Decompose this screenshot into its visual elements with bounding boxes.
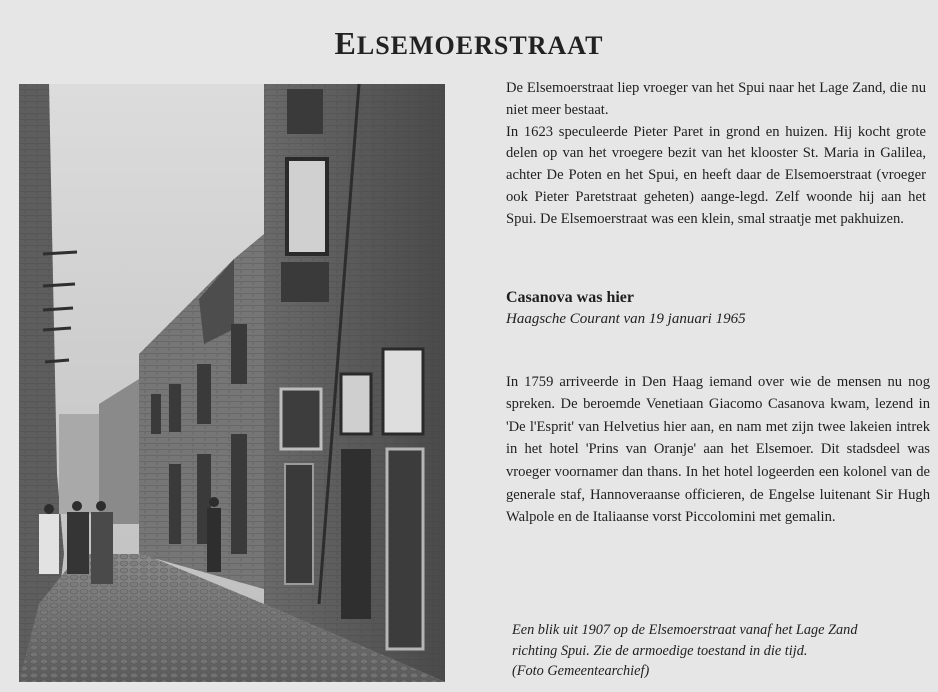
article-heading: Casanova was hier: [506, 289, 635, 306]
intro-paragraph: In 1623 speculeerde Pieter Paret in grond en huizen. Hij kocht grote delen op van het vroegere bezit van het klooster St. Maria in Galilea, achter De Poten en het Spui, en heeft daar de Elsemoerstraat (vroeger ook Pieter Paretstraat geheten) aange-legd. Zelf woonde hij aan het Spui. De Elsemoerstraat was een klein, smal straatje met pakhuizen.: [506, 123, 926, 227]
street-photograph: [19, 84, 445, 682]
intro-text: [506, 78, 926, 231]
caption-credit: (Foto Gemeentearchief): [512, 663, 650, 679]
article-body: In 1759 arriveerde in Den Haag iemand over wie de mensen nu nog spreken. De beroemde Venetiaan Giacomo Casanova kwam, lezend in 'De l'Esprit' van Helvetius hier aan, en nam met zijn twee lakeien intrek in het hotel 'Prins van Oranje' aan het Elsemoer. Dit stadsdeel was vroeger voornamer dan thans. In het hotel logeerden een kolonel van de generale staf, Hannoveraanse officieren, de Engelse luitenant Sir Hugh Walpole en de Italiaanse vorst Piccolomini met gemalin.: [506, 373, 930, 526]
caption-line: richting Spui. Zie de armoedige toestand in die tijd.: [512, 642, 808, 659]
page-title-rest: LSEMOERSTRAAT: [356, 31, 604, 61]
photo-caption: [512, 620, 932, 682]
page-title-lead-letter: E: [334, 25, 357, 62]
article-source: Haagsche Courant van 19 januari 1965: [506, 311, 746, 327]
intro-paragraph: De Elsemoerstraat liep vroeger van het Spui naar het Lage Zand, die nu niet meer bestaat.: [506, 80, 926, 118]
page-title: [0, 25, 938, 62]
flower-box: [281, 262, 329, 302]
caption-line: Een blik uit 1907 op de Elsemoerstraat vanaf het Lage Zand: [512, 622, 858, 638]
